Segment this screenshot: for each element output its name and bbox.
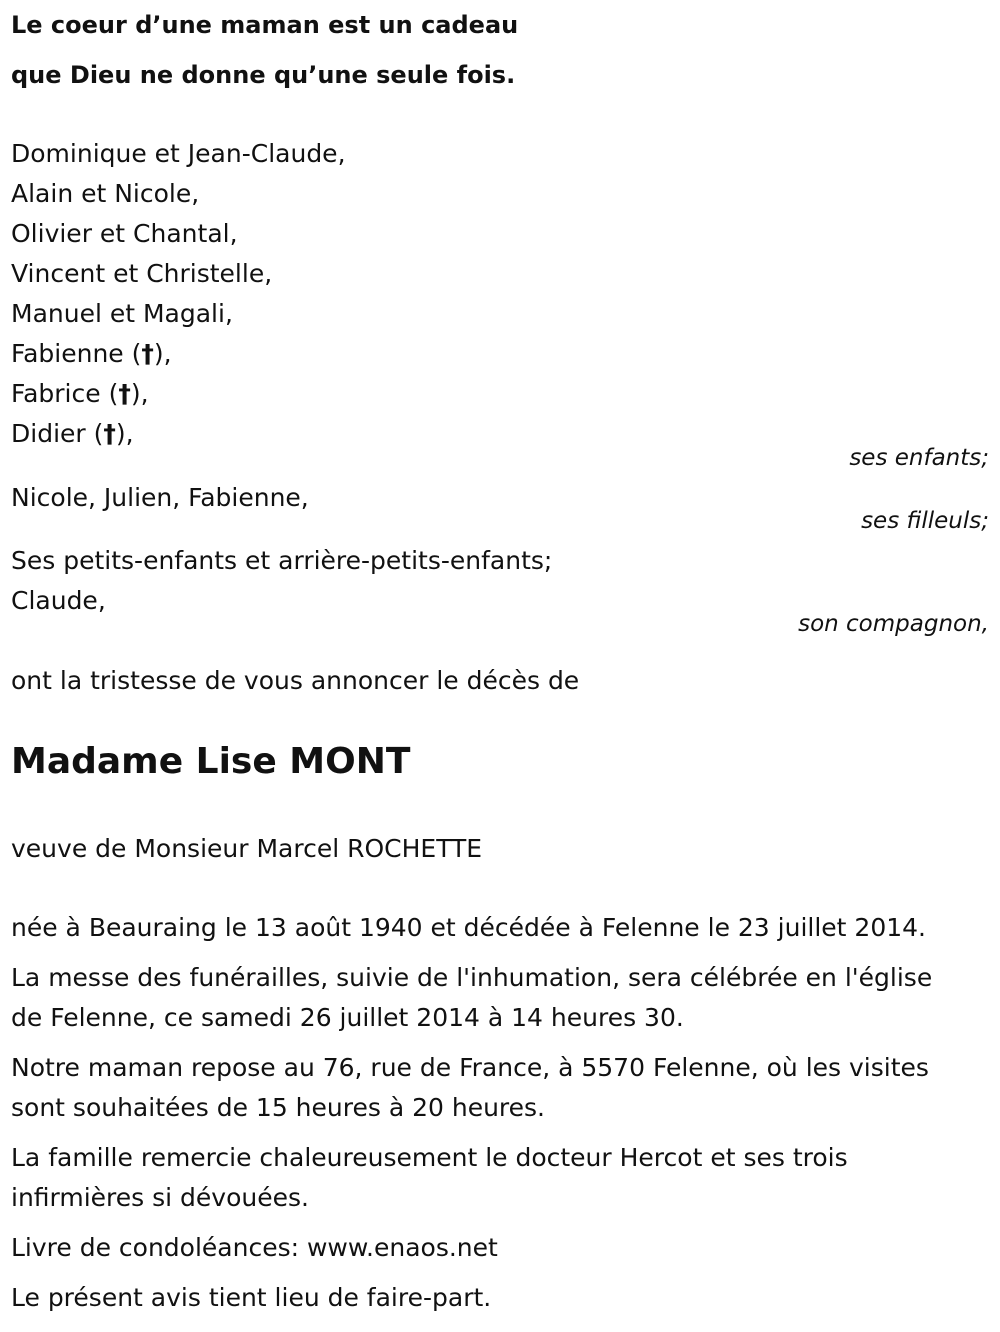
grandchildren-line: Ses petits-enfants et arrière-petits-enfants; <box>11 546 553 575</box>
widow-of-line: veuve de Monsieur Marcel ROCHETTE <box>11 834 483 863</box>
thanks-line-2: infirmières si dévouées. <box>11 1183 309 1212</box>
deceased-child-line-2 <box>11 374 149 414</box>
child-name: Fabienne ( <box>11 339 142 368</box>
child-suffix: ), <box>115 419 134 448</box>
child-line-4: Vincent et Christelle, <box>11 259 273 288</box>
godchildren-line: Nicole, Julien, Fabienne, <box>11 483 309 512</box>
child-line-1: Dominique et Jean-Claude, <box>11 139 346 168</box>
child-suffix: ), <box>130 379 149 408</box>
role-children: ses enfants; <box>849 445 989 471</box>
child-name: Didier ( <box>11 419 104 448</box>
child-line-3: Olivier et Chantal, <box>11 219 238 248</box>
birth-death-line: née à Beauraing le 13 août 1940 et décédée à Felenne le 23 juillet 2014. <box>11 913 926 942</box>
funeral-line-2: de Felenne, ce samedi 26 juillet 2014 à 14 heures 30. <box>11 1003 684 1032</box>
deceased-child-line-3 <box>11 414 134 454</box>
notice-line: Le présent avis tient lieu de faire-part. <box>11 1283 492 1312</box>
deceased-child-line-1 <box>11 334 172 374</box>
condolences-line: Livre de condoléances: www.enaos.net <box>11 1233 498 1262</box>
role-companion: son compagnon, <box>798 611 989 637</box>
thanks-line-1: La famille remercie chaleureusement le docteur Hercot et ses trois <box>11 1143 848 1172</box>
funeral-line-1: La messe des funérailles, suivie de l'inhumation, sera célébrée en l'église <box>11 963 933 992</box>
cross-icon: † <box>103 419 116 448</box>
quote-line-1: Le coeur d’une maman est un cadeau <box>11 11 519 39</box>
cross-icon: † <box>141 339 154 368</box>
deceased-name: Madame Lise MONT <box>11 741 411 782</box>
quote-line-2: que Dieu ne donne qu’une seule fois. <box>11 61 516 89</box>
rest-line-2: sont souhaitées de 15 heures à 20 heures. <box>11 1093 546 1122</box>
role-godchildren: ses filleuls; <box>861 508 989 534</box>
child-line-2: Alain et Nicole, <box>11 179 200 208</box>
companion-line: Claude, <box>11 586 106 615</box>
child-line-5: Manuel et Magali, <box>11 299 233 328</box>
child-suffix: ), <box>153 339 172 368</box>
child-name: Fabrice ( <box>11 379 119 408</box>
announce-line: ont la tristesse de vous annoncer le décès de <box>11 666 580 695</box>
cross-icon: † <box>118 379 131 408</box>
rest-line-1: Notre maman repose au 76, rue de France, à 5570 Felenne, où les visites <box>11 1053 929 1082</box>
